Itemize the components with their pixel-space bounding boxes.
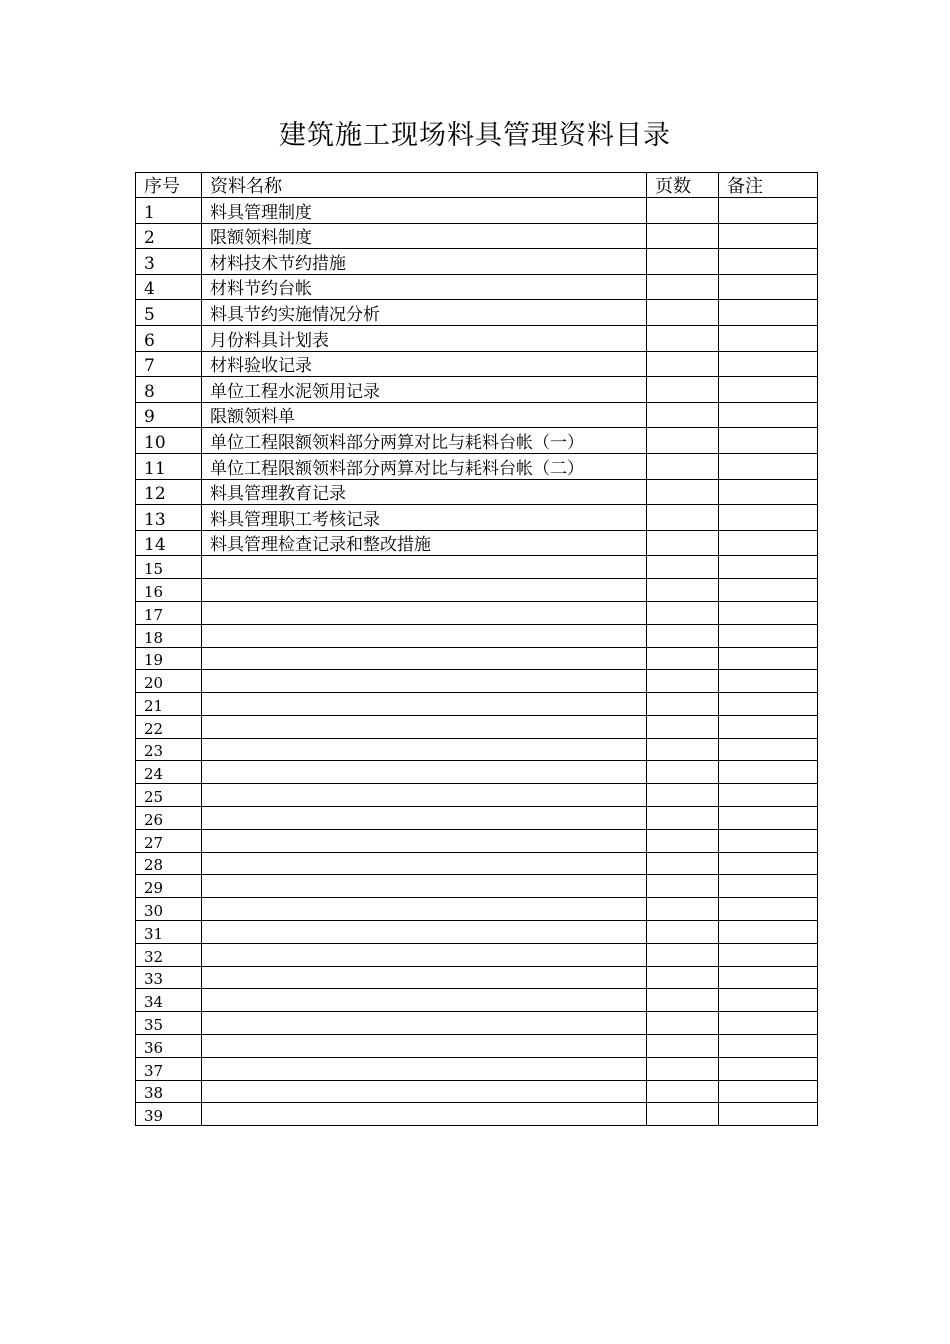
- table-row: [136, 479, 818, 505]
- header-doc-name: 资料名称: [202, 173, 647, 198]
- row-serial-cell: 23: [136, 738, 202, 761]
- row-pages-cell: [647, 875, 719, 898]
- row-doc-name-cell: 限额领料制度: [202, 223, 647, 249]
- table-row: [136, 1035, 818, 1058]
- table-row: [136, 1057, 818, 1080]
- row-doc-name-cell: 材料验收记录: [202, 351, 647, 377]
- row-pages-cell: [647, 274, 719, 300]
- header-serial: 序号: [136, 173, 202, 198]
- row-remarks-cell: [719, 852, 818, 875]
- row-doc-name-cell: [202, 556, 647, 579]
- table-row: [136, 875, 818, 898]
- row-pages-cell: [647, 1012, 719, 1035]
- row-pages-cell: [647, 670, 719, 693]
- row-remarks-cell: [719, 325, 818, 351]
- row-pages-cell: [647, 1035, 719, 1058]
- row-remarks-cell: [719, 921, 818, 944]
- row-pages-cell: [647, 852, 719, 875]
- table-row: [136, 693, 818, 716]
- row-serial-cell: 31: [136, 921, 202, 944]
- table-row: [136, 921, 818, 944]
- row-doc-name-cell: [202, 784, 647, 807]
- row-doc-name-cell: [202, 624, 647, 647]
- row-doc-name-cell: 限额领料单: [202, 402, 647, 428]
- row-remarks-cell: [719, 784, 818, 807]
- table-row: [136, 223, 818, 249]
- row-pages-cell: [647, 761, 719, 784]
- row-serial-cell: 33: [136, 966, 202, 989]
- row-remarks-cell: [719, 670, 818, 693]
- row-remarks-cell: [719, 943, 818, 966]
- row-remarks-cell: [719, 249, 818, 275]
- row-serial-cell: 21: [136, 693, 202, 716]
- row-serial-cell: 18: [136, 624, 202, 647]
- row-serial-cell: 39: [136, 1103, 202, 1126]
- row-serial-cell: 30: [136, 898, 202, 921]
- row-doc-name-cell: 月份料具计划表: [202, 325, 647, 351]
- row-pages-cell: [647, 715, 719, 738]
- page-title: 建筑施工现场料具管理资料目录: [279, 120, 671, 151]
- table-row: [136, 249, 818, 275]
- row-doc-name-cell: [202, 601, 647, 624]
- table-row: [136, 1080, 818, 1103]
- row-doc-name-cell: [202, 761, 647, 784]
- row-remarks-cell: [719, 1103, 818, 1126]
- row-pages-cell: [647, 377, 719, 403]
- table-row: [136, 738, 818, 761]
- row-pages-cell: [647, 966, 719, 989]
- row-doc-name-cell: [202, 738, 647, 761]
- row-remarks-cell: [719, 556, 818, 579]
- table-row: [136, 784, 818, 807]
- row-remarks-cell: [719, 579, 818, 602]
- row-doc-name-cell: 料具管理检查记录和整改措施: [202, 530, 647, 556]
- row-remarks-cell: [719, 1080, 818, 1103]
- row-serial-cell: 3: [136, 249, 202, 275]
- row-serial-cell: 9: [136, 402, 202, 428]
- row-pages-cell: [647, 579, 719, 602]
- row-doc-name-cell: [202, 1035, 647, 1058]
- table-row: [136, 198, 818, 224]
- table-row: [136, 579, 818, 602]
- row-doc-name-cell: [202, 807, 647, 830]
- row-serial-cell: 8: [136, 377, 202, 403]
- row-serial-cell: 37: [136, 1057, 202, 1080]
- table-row: [136, 505, 818, 531]
- table-row: [136, 1103, 818, 1126]
- row-doc-name-cell: [202, 670, 647, 693]
- row-remarks-cell: [719, 351, 818, 377]
- row-remarks-cell: [719, 428, 818, 454]
- row-doc-name-cell: 料具节约实施情况分析: [202, 300, 647, 326]
- row-serial-cell: 13: [136, 505, 202, 531]
- row-remarks-cell: [719, 1057, 818, 1080]
- row-doc-name-cell: [202, 898, 647, 921]
- table-row: [136, 898, 818, 921]
- row-pages-cell: [647, 898, 719, 921]
- row-serial-cell: 26: [136, 807, 202, 830]
- row-doc-name-cell: 料具管理制度: [202, 198, 647, 224]
- row-serial-cell: 38: [136, 1080, 202, 1103]
- row-serial-cell: 27: [136, 829, 202, 852]
- row-pages-cell: [647, 943, 719, 966]
- row-pages-cell: [647, 351, 719, 377]
- row-pages-cell: [647, 479, 719, 505]
- row-doc-name-cell: 材料节约台帐: [202, 274, 647, 300]
- row-pages-cell: [647, 505, 719, 531]
- table-row: [136, 829, 818, 852]
- row-doc-name-cell: [202, 1080, 647, 1103]
- row-remarks-cell: [719, 479, 818, 505]
- row-pages-cell: [647, 530, 719, 556]
- row-remarks-cell: [719, 898, 818, 921]
- row-remarks-cell: [719, 989, 818, 1012]
- row-remarks-cell: [719, 1012, 818, 1035]
- row-pages-cell: [647, 624, 719, 647]
- table-row: [136, 647, 818, 670]
- row-serial-cell: 35: [136, 1012, 202, 1035]
- row-doc-name-cell: [202, 966, 647, 989]
- row-pages-cell: [647, 601, 719, 624]
- row-serial-cell: 11: [136, 453, 202, 479]
- row-doc-name-cell: [202, 1057, 647, 1080]
- row-pages-cell: [647, 989, 719, 1012]
- row-remarks-cell: [719, 966, 818, 989]
- row-serial-cell: 2: [136, 223, 202, 249]
- table-row: [136, 325, 818, 351]
- table-row: [136, 601, 818, 624]
- row-doc-name-cell: [202, 921, 647, 944]
- row-doc-name-cell: [202, 829, 647, 852]
- row-remarks-cell: [719, 453, 818, 479]
- row-pages-cell: [647, 325, 719, 351]
- table-row: [136, 852, 818, 875]
- row-doc-name-cell: 材料技术节约措施: [202, 249, 647, 275]
- row-serial-cell: 20: [136, 670, 202, 693]
- row-doc-name-cell: [202, 715, 647, 738]
- row-doc-name-cell: [202, 943, 647, 966]
- row-remarks-cell: [719, 875, 818, 898]
- row-serial-cell: 14: [136, 530, 202, 556]
- row-doc-name-cell: 单位工程限额领料部分两算对比与耗料台帐（一）: [202, 428, 647, 454]
- row-remarks-cell: [719, 530, 818, 556]
- row-serial-cell: 4: [136, 274, 202, 300]
- table-row: [136, 428, 818, 454]
- row-doc-name-cell: [202, 647, 647, 670]
- row-serial-cell: 6: [136, 325, 202, 351]
- row-remarks-cell: [719, 693, 818, 716]
- row-serial-cell: 16: [136, 579, 202, 602]
- table-row: [136, 402, 818, 428]
- row-pages-cell: [647, 402, 719, 428]
- row-remarks-cell: [719, 1035, 818, 1058]
- table-row: [136, 556, 818, 579]
- table-row: [136, 377, 818, 403]
- row-remarks-cell: [719, 505, 818, 531]
- row-pages-cell: [647, 428, 719, 454]
- row-pages-cell: [647, 784, 719, 807]
- row-pages-cell: [647, 249, 719, 275]
- row-serial-cell: 28: [136, 852, 202, 875]
- table-row: [136, 761, 818, 784]
- row-remarks-cell: [719, 377, 818, 403]
- row-remarks-cell: [719, 715, 818, 738]
- row-remarks-cell: [719, 300, 818, 326]
- row-remarks-cell: [719, 738, 818, 761]
- row-serial-cell: 25: [136, 784, 202, 807]
- row-pages-cell: [647, 921, 719, 944]
- row-remarks-cell: [719, 807, 818, 830]
- row-doc-name-cell: [202, 693, 647, 716]
- row-doc-name-cell: 料具管理教育记录: [202, 479, 647, 505]
- row-pages-cell: [647, 1103, 719, 1126]
- row-serial-cell: 10: [136, 428, 202, 454]
- row-pages-cell: [647, 1057, 719, 1080]
- table-body: [136, 198, 818, 1126]
- table-row: [136, 966, 818, 989]
- table-row: [136, 807, 818, 830]
- table-row: [136, 453, 818, 479]
- row-serial-cell: 34: [136, 989, 202, 1012]
- row-doc-name-cell: [202, 852, 647, 875]
- row-remarks-cell: [719, 402, 818, 428]
- catalog-table: [135, 172, 818, 1126]
- row-doc-name-cell: [202, 989, 647, 1012]
- row-pages-cell: [647, 300, 719, 326]
- row-doc-name-cell: 单位工程水泥领用记录: [202, 377, 647, 403]
- table-row: [136, 1012, 818, 1035]
- row-serial-cell: 29: [136, 875, 202, 898]
- row-serial-cell: 1: [136, 198, 202, 224]
- header-remarks: 备注: [719, 173, 818, 198]
- row-remarks-cell: [719, 198, 818, 224]
- row-serial-cell: 24: [136, 761, 202, 784]
- row-doc-name-cell: 料具管理职工考核记录: [202, 505, 647, 531]
- row-doc-name-cell: [202, 579, 647, 602]
- row-remarks-cell: [719, 761, 818, 784]
- row-remarks-cell: [719, 624, 818, 647]
- row-pages-cell: [647, 556, 719, 579]
- table-row: [136, 351, 818, 377]
- row-doc-name-cell: [202, 1012, 647, 1035]
- row-serial-cell: 17: [136, 601, 202, 624]
- row-doc-name-cell: [202, 875, 647, 898]
- table-row: [136, 300, 818, 326]
- row-doc-name-cell: [202, 1103, 647, 1126]
- row-serial-cell: 22: [136, 715, 202, 738]
- table-header-row: [136, 173, 818, 198]
- table-row: [136, 530, 818, 556]
- row-serial-cell: 15: [136, 556, 202, 579]
- row-serial-cell: 12: [136, 479, 202, 505]
- table-row: [136, 943, 818, 966]
- row-remarks-cell: [719, 223, 818, 249]
- row-remarks-cell: [719, 829, 818, 852]
- row-serial-cell: 19: [136, 647, 202, 670]
- row-remarks-cell: [719, 647, 818, 670]
- row-doc-name-cell: 单位工程限额领料部分两算对比与耗料台帐（二）: [202, 453, 647, 479]
- row-pages-cell: [647, 647, 719, 670]
- row-serial-cell: 7: [136, 351, 202, 377]
- row-pages-cell: [647, 453, 719, 479]
- row-pages-cell: [647, 693, 719, 716]
- table-row: [136, 624, 818, 647]
- table-row: [136, 274, 818, 300]
- row-pages-cell: [647, 198, 719, 224]
- header-pages: 页数: [647, 173, 719, 198]
- row-remarks-cell: [719, 601, 818, 624]
- row-serial-cell: 5: [136, 300, 202, 326]
- row-pages-cell: [647, 807, 719, 830]
- table-row: [136, 989, 818, 1012]
- row-pages-cell: [647, 738, 719, 761]
- table-row: [136, 670, 818, 693]
- row-serial-cell: 32: [136, 943, 202, 966]
- table-row: [136, 715, 818, 738]
- row-pages-cell: [647, 223, 719, 249]
- row-pages-cell: [647, 829, 719, 852]
- row-serial-cell: 36: [136, 1035, 202, 1058]
- row-pages-cell: [647, 1080, 719, 1103]
- row-remarks-cell: [719, 274, 818, 300]
